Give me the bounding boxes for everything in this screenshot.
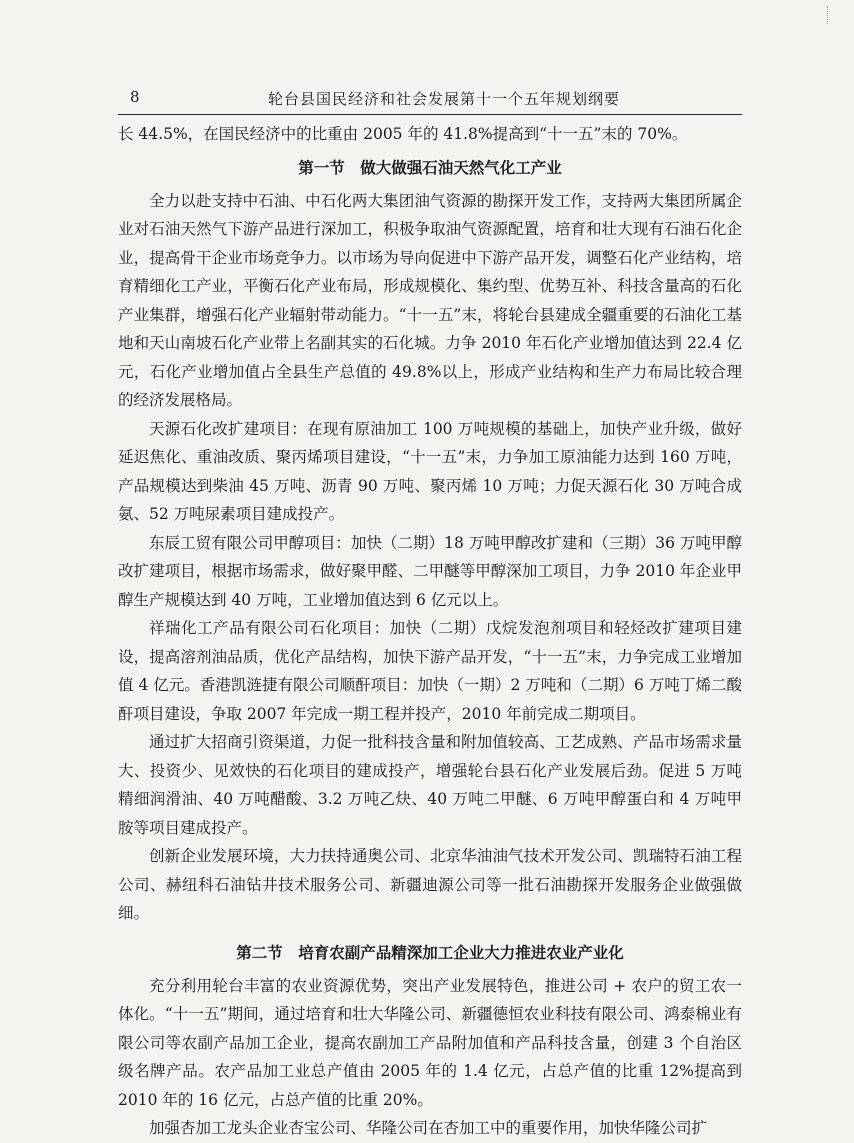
paragraph-3: 东辰工贸有限公司甲醇项目：加快（二期）18 万吨甲醇改扩建和（三期）36 万吨甲醇改扩建项目，根据市场需求，做好聚甲醛、二甲醚等甲醇深加工项目，力争 2010 年企业甲醇生产规模达到 40 万吨，工业增加值达到 6 亿元以上。 <box>118 533 742 609</box>
page-header <box>118 86 742 115</box>
paragraph-6: 创新企业发展环境，大力扶持通奥公司、北京华油油气技术开发公司、凯瑞特石油工程公司、赫纽科石油钻井技术服务公司、新疆迪源公司等一批石油勘探开发服务企业做强做细。 <box>118 847 742 922</box>
page-number: 8 <box>130 88 140 106</box>
paragraph-7: 充分利用轮台丰富的农业资源优势，突出产业发展特色，推进公司 + 农户的贸工农一体化。“十一五”期间，通过培育和壮大华隆公司、新疆德恒农业科技有限公司、鸿泰棉业有限公司等农副产品加工企业，提高农副加工产品附加值和产品科技含量，创建 3 个自治区级名牌产品。农产品加工业总产值由 2005 年的 1.4 亿元，占总产值的比重 12%提高到 2010 年的 16 亿元，占总产值的比重 20%。 <box>118 976 742 1109</box>
paragraph-1: 全力以赴支持中石油、中石化两大集团油气资源的勘探开发工作，支持两大集团所属企业对石油天然气下游产品进行深加工，积极争取油气资源配置，培育和壮大现有石油石化企业，提高骨干企业市场竞争力。以市场为导向促进中下游产品开发，调整石化产业结构，培育精细化工产业，平衡石化产业布局，形成规模化、集约型、优势互补、科技含量高的石化产业集群，增强石化产业辐射带动能力。“十一五”末，将轮台县建成全疆重要的石油化工基地和天山南坡石化产业带上名副其实的石化城。力争 2010 年石化产业增加值达到 22.4 亿元，石化产业增加值占全县生产总值的 49.8%以上，形成产业结构和生产力布局比较合理的经济发展格局。 <box>118 191 742 409</box>
paragraph-4: 祥瑞化工产品有限公司石化项目：加快（二期）戊烷发泡剂项目和轻烃改扩建项目建设，提高溶剂油品质，优化产品结构，加快下游产品开发，“十一五”末，力争完成工业增加值 4 亿元。香港凯涟捷有限公司顺酐项目：加快（一期）2 万吨和（二期）6 万吨丁烯二酸酐项目建设，争取 2007 年完成一期工程并投产，2010 年前完成二期项目。 <box>118 619 742 723</box>
running-title: 轮台县国民经济和社会发展第十一个五年规划纲要 <box>268 90 621 108</box>
paragraph-2: 天源石化改扩建项目：在现有原油加工 100 万吨规模的基础上，加快产业升级，做好延迟焦化、重油改质、聚丙烯项目建设，“十一五”末，力争加工原油能力达到 160 万吨，产品规模达到柴油 45 万吨、沥青 90 万吨、聚丙烯 10 万吨；力促天源石化 30 万吨合成氨、52 万吨尿素项目建成投产。 <box>118 419 742 523</box>
section-2-title: 第二节 培育农副产品精深加工企业大力推进农业产业化 <box>236 943 624 962</box>
paragraph-8: 加强杏加工龙头企业杏宝公司、华隆公司在杏加工中的重要作用，加快华隆公司扩 <box>149 1119 708 1137</box>
paragraph-continued: 长 44.5%，在国民经济中的比重由 2005 年的 41.8%提高到“十一五”末的 70%。 <box>118 125 688 143</box>
page-body <box>118 120 742 1143</box>
section-1-title: 第一节 做大做强石油天然气化工产业 <box>298 158 562 177</box>
scan-mark <box>827 6 834 24</box>
paragraph-5: 通过扩大招商引资渠道，力促一批科技含量和附加值较高、工艺成熟、产品市场需求量大、投资少、见效快的石化项目的建成投产，增强轮台县石化产业发展后劲。促进 5 万吨精细润滑油、40 万吨醋酸、3.2 万吨乙炔、40 万吨二甲醚、6 万吨甲醇蛋白和 4 万吨甲胺等项目建成投产。 <box>118 733 742 837</box>
